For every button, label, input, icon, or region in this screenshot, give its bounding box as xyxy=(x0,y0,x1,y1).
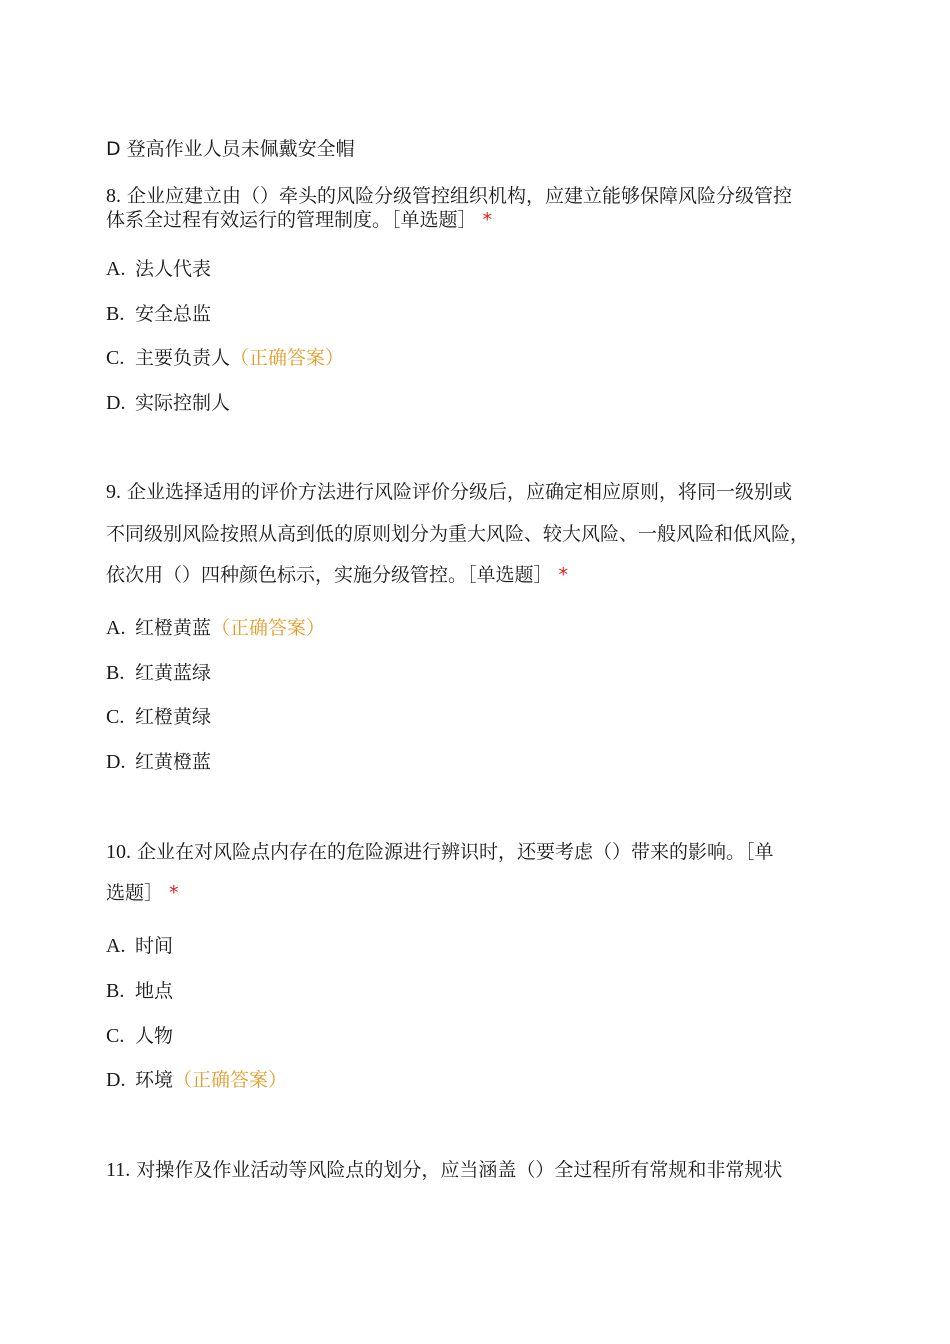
option-text: 红橙黄蓝 xyxy=(135,617,212,639)
required-mark: * xyxy=(169,882,179,904)
question-9-option-d xyxy=(106,750,211,774)
option-letter: B. xyxy=(106,662,125,684)
required-mark: * xyxy=(558,564,569,586)
prev-option-text: D 登高作业人员未佩戴安全帽 xyxy=(106,138,355,160)
question-10-option-b xyxy=(106,979,173,1003)
option-text: 红黄蓝绿 xyxy=(135,662,212,684)
question-11-number: 11. xyxy=(106,1159,131,1181)
option-text: 环境 xyxy=(135,1069,174,1091)
question-11-text-line1: 对操作及作业活动等风险点的划分，应当涵盖（）全过程所有常规和非常规状 xyxy=(136,1159,783,1181)
option-letter: D. xyxy=(106,751,126,773)
option-letter: C. xyxy=(106,706,125,728)
option-letter: B. xyxy=(106,980,125,1002)
question-8-option-d xyxy=(106,391,230,415)
option-text: 地点 xyxy=(135,980,174,1002)
option-text: 时间 xyxy=(135,935,174,957)
option-text: 安全总监 xyxy=(135,303,212,325)
question-10-title-line1 xyxy=(106,840,774,864)
correct-answer-tag: （正确答案） xyxy=(230,347,345,369)
question-9-option-a xyxy=(106,616,325,640)
correct-answer-tag: （正确答案） xyxy=(211,617,326,639)
question-11-title-line1 xyxy=(106,1158,782,1182)
question-9-number: 9. xyxy=(106,481,121,503)
question-10-text-line1: 企业在对风险点内存在的危险源进行辨识时，还要考虑（）带来的影响。［单 xyxy=(137,841,774,863)
option-letter: C. xyxy=(106,347,125,369)
question-9-text-line3: 依次用（）四种颜色标示，实施分级管控。［单选题］ xyxy=(106,564,553,586)
question-10-title-line2 xyxy=(106,881,179,905)
option-letter: D. xyxy=(106,392,126,414)
question-10-option-c xyxy=(106,1024,173,1048)
option-letter: A. xyxy=(106,935,126,957)
question-9-title-line1 xyxy=(106,480,792,504)
question-9-title-line2 xyxy=(106,522,809,546)
question-10-number: 10. xyxy=(106,841,131,863)
question-8-title-line2 xyxy=(106,208,492,232)
question-9-option-b xyxy=(106,661,211,685)
option-text: 实际控制人 xyxy=(135,392,231,414)
question-10-text-line2: 选题］ xyxy=(106,882,164,904)
option-letter: A. xyxy=(106,617,126,639)
question-10-option-d xyxy=(106,1068,287,1092)
prev-question-option-d xyxy=(106,137,355,161)
question-8-title-line1 xyxy=(106,184,792,208)
option-text: 人物 xyxy=(135,1025,174,1047)
question-8-option-a xyxy=(106,257,211,281)
required-mark: * xyxy=(482,209,493,231)
option-text: 法人代表 xyxy=(135,258,212,280)
question-8-number: 8. xyxy=(106,185,121,207)
question-10-option-a xyxy=(106,934,173,958)
question-9-text-line1: 企业选择适用的评价方法进行风险评价分级后，应确定相应原则，将同一级别或 xyxy=(127,481,793,503)
question-9-text-line2: 不同级别风险按照从高到低的原则划分为重大风险、较大风险、一般风险和低风险， xyxy=(106,523,810,545)
question-8-text-line2: 体系全过程有效运行的管理制度。［单选题］ xyxy=(106,209,477,231)
option-text: 红黄橙蓝 xyxy=(135,751,212,773)
option-letter: B. xyxy=(106,303,125,325)
option-letter: C. xyxy=(106,1025,125,1047)
correct-answer-tag: （正确答案） xyxy=(173,1069,288,1091)
question-8-text-line1: 企业应建立由（）牵头的风险分级管控组织机构，应建立能够保障风险分级管控 xyxy=(127,185,793,207)
option-letter: D. xyxy=(106,1069,126,1091)
question-9-title-line3 xyxy=(106,563,568,587)
option-letter: A. xyxy=(106,258,126,280)
question-8-option-c xyxy=(106,346,344,370)
option-text: 红橙黄绿 xyxy=(135,706,212,728)
option-text: 主要负责人 xyxy=(135,347,231,369)
question-9-option-c xyxy=(106,705,211,729)
question-8-option-b xyxy=(106,302,211,326)
